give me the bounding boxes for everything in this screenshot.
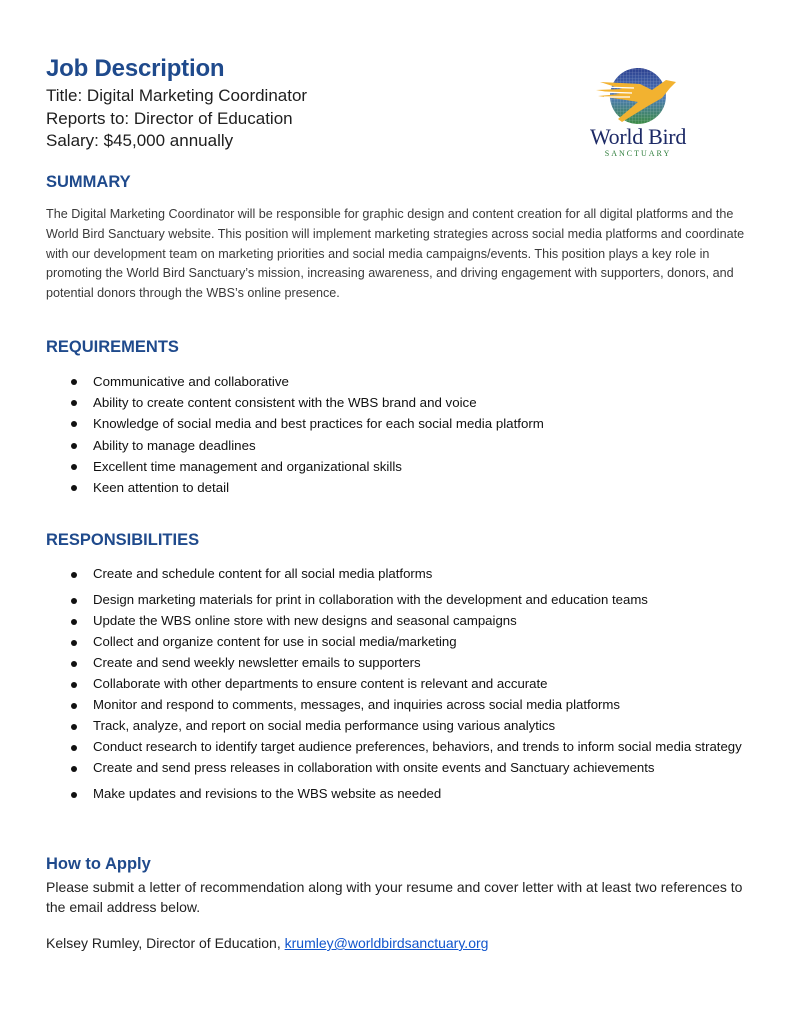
bullet-icon: [71, 792, 77, 798]
bullet-icon: [71, 485, 77, 491]
list-item: [46, 611, 746, 631]
logo-subtitle: SANCTUARY: [604, 149, 672, 158]
list-item: [46, 413, 746, 434]
how-to-apply-text: Please submit a letter of recommendation along with your resume and cover letter with at least two references to the email address below.: [46, 879, 743, 915]
world-bird-sanctuary-logo: [578, 66, 698, 162]
list-item-text: Conduct research to identify target audience preferences, behaviors, and trends to inform social media strategy: [93, 739, 742, 754]
list-item-text: Knowledge of social media and best practices for each social media platform: [93, 416, 544, 432]
bullet-icon: [71, 421, 77, 427]
contact-name: Kelsey Rumley, Director of Education,: [46, 935, 285, 951]
list-item: [46, 590, 746, 610]
reports-to: Reports to: Director of Education: [46, 109, 293, 128]
requirements-heading: REQUIREMENTS: [46, 338, 179, 356]
responsibilities-list: [46, 564, 746, 805]
list-item-text: Make updates and revisions to the WBS website as needed: [93, 786, 442, 801]
bullet-icon: [71, 379, 77, 385]
list-item: [46, 784, 746, 804]
list-item-text: Keen attention to detail: [93, 479, 230, 495]
list-item-text: Collect and organize content for use in social media/marketing: [93, 634, 457, 649]
job-title: Title: Digital Marketing Coordinator: [46, 86, 308, 105]
list-item-text: Collaborate with other departments to ensure content is relevant and accurate: [93, 676, 548, 691]
list-item-text: Monitor and respond to comments, messages, and inquiries across social media platforms: [93, 697, 621, 712]
list-item: [46, 564, 746, 584]
bullet-icon: [71, 703, 77, 709]
bullet-icon: [71, 464, 77, 470]
list-item-text: Create and send weekly newsletter emails to supporters: [93, 655, 421, 670]
list-item: [46, 477, 746, 498]
bullet-icon: [71, 619, 77, 625]
list-item: [46, 371, 746, 392]
list-item-text: Create and schedule content for all social media platforms: [93, 566, 433, 581]
requirements-list: [46, 371, 746, 498]
bullet-icon: [71, 640, 77, 646]
list-item: [46, 758, 746, 778]
logo-wordmark: World Bird: [589, 124, 687, 149]
bullet-icon: [71, 572, 77, 578]
bird-globe-icon: [578, 66, 698, 126]
bullet-icon: [71, 745, 77, 751]
list-item-text: Design marketing materials for print in collaboration with the development and education teams: [93, 592, 648, 607]
email-link[interactable]: krumley@worldbirdsanctuary.org: [284, 935, 489, 951]
list-item-text: Ability to manage deadlines: [93, 437, 256, 453]
contact-line: [46, 935, 488, 951]
list-item: [46, 716, 746, 736]
summary-heading: SUMMARY: [46, 173, 131, 191]
salary: Salary: $45,000 annually: [46, 131, 234, 150]
list-item: [46, 392, 746, 413]
list-item-text: Track, analyze, and report on social media performance using various analytics: [93, 718, 556, 733]
summary-text: The Digital Marketing Coordinator will be responsible for graphic design and content creation for all digital platforms and the World Bird Sanctuary website. This position will implement marketing strategies across social media platforms and coordinate with our development team on marketing priorities and social media campaigns/events. This position plays a key role in promoting the World Bird Sanctuary’s mission, increasing awareness, and driving engagement with supporters, donors, and potential donors through the WBS’s online presence.: [46, 207, 745, 301]
list-item: [46, 695, 746, 715]
list-item: [46, 435, 746, 456]
page-title: Job Description: [46, 55, 225, 82]
list-item-text: Communicative and collaborative: [93, 374, 289, 389]
bullet-icon: [71, 400, 77, 406]
bullet-icon: [71, 661, 77, 667]
list-item: [46, 632, 746, 652]
bullet-icon: [71, 598, 77, 604]
list-item: [46, 674, 746, 694]
bullet-icon: [71, 682, 77, 688]
bullet-icon: [71, 443, 77, 449]
bullet-icon: [71, 724, 77, 730]
list-item: [46, 737, 746, 757]
list-item-text: Create and send press releases in collaboration with onsite events and Sanctuary achievements: [93, 760, 655, 775]
bullet-icon: [71, 766, 77, 772]
responsibilities-heading: RESPONSIBILITIES: [46, 531, 200, 549]
list-item-text: Ability to create content consistent with the WBS brand and voice: [93, 395, 477, 411]
list-item-text: Excellent time management and organizational skills: [93, 458, 402, 474]
list-item-text: Update the WBS online store with new designs and seasonal campaigns: [93, 613, 517, 628]
list-item: [46, 456, 746, 477]
list-item: [46, 653, 746, 673]
how-to-apply-heading: How to Apply: [46, 855, 151, 873]
